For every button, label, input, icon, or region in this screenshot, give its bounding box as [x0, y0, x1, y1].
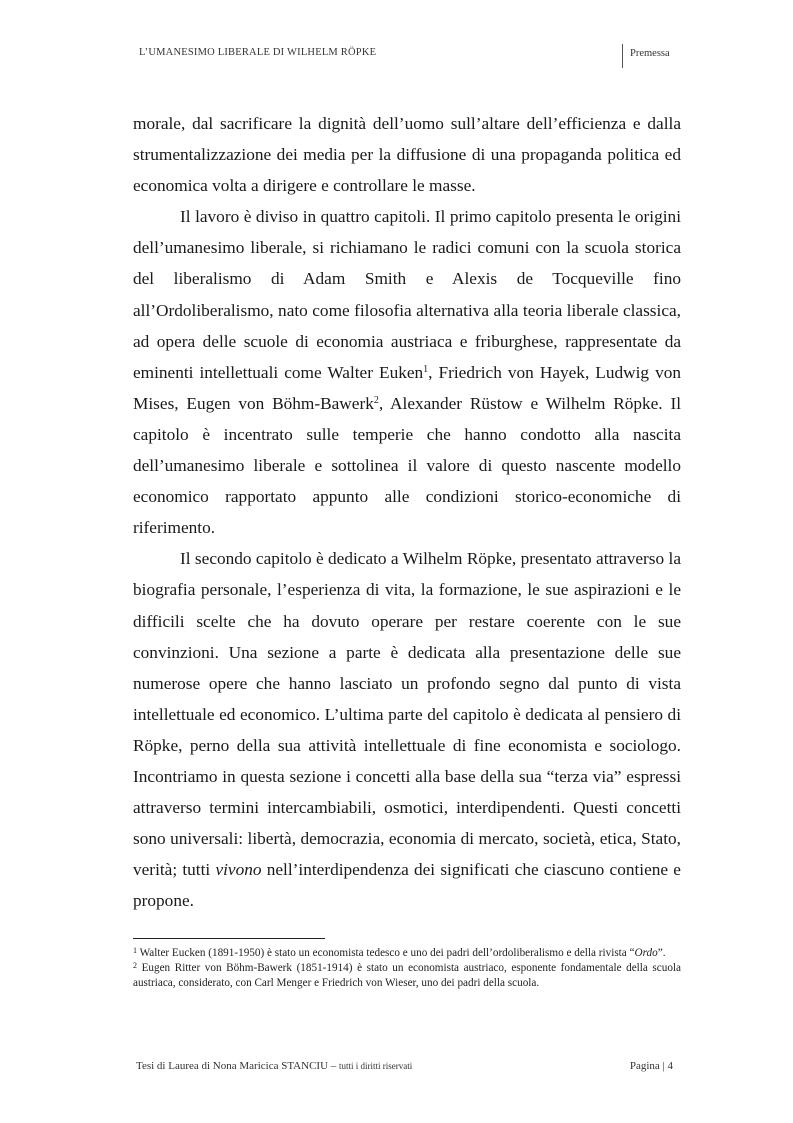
footnote-separator	[133, 938, 325, 939]
running-title: L’UMANESIMO LIBERALE DI WILHELM RÖPKE	[139, 47, 377, 58]
page-header	[133, 44, 678, 68]
footnote-1: $^1$ Walter Eucken (1891-1950) è stato un economista tedesco e uno dei padri dell’ordoliberalismo e della rivista “Ordo”.	[133, 946, 666, 959]
paragraph-1: morale, dal sacrificare la dignità dell’uomo sull’altare dell’efficienza e dalla strumentalizzazione dei media per la diffusione di una propaganda politica ed economica volta a dirigere e controllare le masse.	[133, 114, 681, 196]
header-divider	[622, 44, 623, 68]
paragraph-3: Il secondo capitolo è dedicato a Wilhelm Röpke, presentato attraverso la biografia personale, l’esperienza di vita, la formazione, le sue aspirazioni e le difficili scelte che ha dovuto operare per restare coerente con le sue convinzioni. Una sezione a parte è dedicata alla presentazione delle sue numerose opere che hanno lasciato un profondo segno dal punto di vista intellettuale ed economico. L’ultima parte del capitolo è dedicata al pensiero di Röpke, perno della sua attività intellettuale di fine economista e sociologo. Incontriamo in questa sezione i concetti alla base della sua “terza via” espressi attraverso termini intercambiabili, osmotici, interdipendenti. Questi concetti sono universali: libertà, democrazia, economia di mercato, società, etica, Stato, verità; tutti vivono nell’interdipendenza dei significati che ciascuno contiene e propone.	[133, 549, 681, 911]
footnote-ref-2[interactable]: 2	[373, 394, 379, 406]
footer-credit: Tesi di Laurea di Nona Maricica STANCIU – tutti i diritti riservati	[136, 1060, 413, 1072]
emphasis-vivono: vivono	[215, 860, 262, 880]
body-text	[133, 108, 681, 916]
paragraph-2: Il lavoro è diviso in quattro capitoli. Il primo capitolo presenta le origini dell’umanesimo liberale, si richiamano le radici comuni con la scuola storica del liberalismo di Adam Smith e Alexis de Tocqueville fino all’Ordoliberalismo, nato come filosofia alternativa alla teoria liberale classica, ad opera delle scuole di economia austriaca e friburghese, rappresentate da eminenti intellettuali come Walter Euken$^1$, Friedrich von Hayek, Ludwig von Mises, Eugen von Böhm-Bawerk$^2$, Alexander Rüstow e Wilhelm Röpke. Il capitolo è incentrato sulle temperie che hanno condotto alla nascita dell’umanesimo liberale e sottolinea il valore di questo nascente modello economico rapportato appunto alle condizioni storico-economiche di riferimento.	[133, 207, 681, 538]
page-number: Pagina | 4	[629, 1060, 673, 1072]
page-footer	[133, 1056, 681, 1076]
footnote-2: $^2$ Eugen Ritter von Böhm-Bawerk (1851-1914) è stato un economista austriaco, esponente fondamentale della scuola austriaca, considerato, con Carl Menger e Friedrich von Wieser, uno dei padri della scuola.	[133, 961, 681, 989]
footnotes	[133, 946, 681, 991]
section-name: Premessa	[630, 48, 670, 59]
footnote-ref-1[interactable]: 1	[423, 363, 429, 375]
